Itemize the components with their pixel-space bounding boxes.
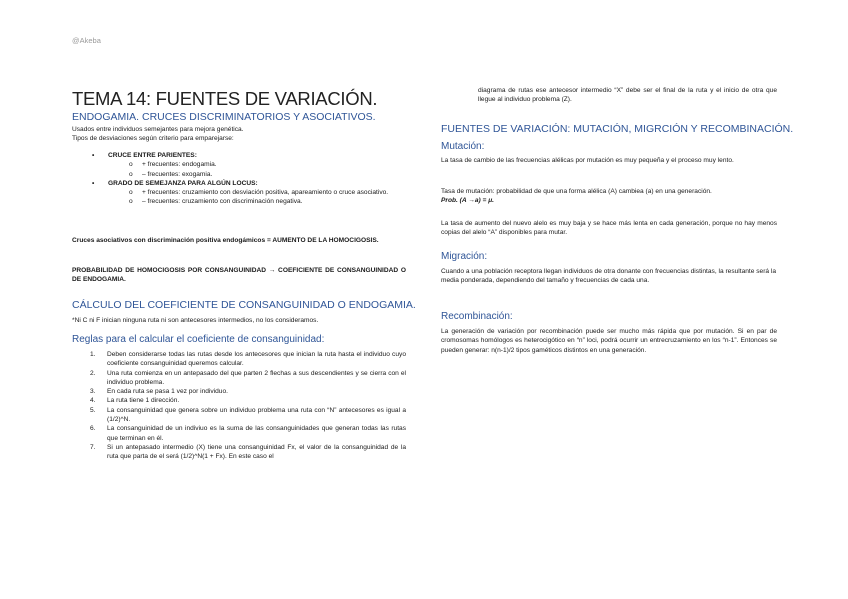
heading-fuentes: FUENTES DE VARIACIÓN: MUTACIÓN, MIGRCIÓN Y RECOMBINACIÓN.	[441, 123, 794, 135]
rules-list	[72, 350, 406, 462]
list-item: 3. En cada ruta se pasa 1 vez por individuo.	[90, 388, 228, 396]
list-item: 4. La ruta tiene 1 dirección.	[90, 397, 180, 405]
paragraph: Tipos de desviaciones según criterio para emparejarse:	[72, 135, 234, 143]
list-item: 7. Si un antepasado intermedio (X) tiene una consanguinidad Fx, el valor de la consanguinidad de la ruta que parta de el será (1/2)^N(1 + Fx). En este caso el	[90, 443, 406, 461]
paragraph-recombinacion: La generación de variación por recombinación puede ser mucho más rápida que por mutación. Si en par de cromosomas homólogos es heterocigótico en “n” loci, podrá ocurrir un entrecruzamiento en los “n-1”. Entonces se pueden generar: n(n-1)/2 tipos gaméticos distintos en una generación.	[441, 328, 777, 354]
paragraph-migracion: Cuando a una población receptora llegan individuos de otra donante con frecuencias distintas, la resultante será la media ponderada, dependiendo del tamaño y frecuencias de cada una.	[441, 268, 777, 285]
heading-calculo: CÁLCULO DEL COEFICIENTE DE CONSANGUINIDAD O ENDOGAMIA.	[72, 299, 416, 311]
list-item: o – frecuentes: exogamia.	[129, 170, 213, 178]
list-item: o – frecuentes: cruzamiento con discriminación negativa.	[129, 198, 303, 206]
deviation-list	[72, 151, 406, 207]
list-item: 5. La consanguinidad que genera sobre un individuo problema una ruta con “N” antecesores es igual a (1/2)^N.	[90, 406, 406, 424]
page-title: TEMA 14: FUENTES DE VARIACIÓN.	[72, 88, 378, 109]
heading-mutacion: Mutación:	[441, 141, 485, 152]
left-intro	[72, 125, 406, 144]
paragraph-mutacion-1: La tasa de cambio de las frecuencias alélicas por mutación es muy pequeña y el proceso muy lento.	[441, 157, 734, 164]
list-item: 6. La consanguinidad de un indiviuo es la suma de las consanguinidades que generan todas las rutas que terminan en él.	[90, 425, 406, 442]
list-item: • CRUCE ENTRE PARIENTES:	[92, 152, 197, 159]
heading-endogamia: ENDOGAMIA. CRUCES DISCRIMINATORIOS Y ASOCIATIVOS.	[72, 111, 376, 123]
rule-continuation: diagrama de rutas ese antecesor intermedio “X” debe ser el final de la ruta y el inicio de otra que llegue al individuo problema (Z).	[478, 87, 777, 104]
paragraph-cruces: Cruces asociativos con discriminación positiva endogámicos = AUMENTO DE LA HOMOCIGOSIS.	[72, 237, 379, 244]
author-watermark: @Akeba	[72, 36, 101, 45]
list-item: o + frecuentes: cruzamiento con desviación positiva, apareamiento o cruce asociativo.	[129, 189, 389, 197]
heading-reglas: Reglas para el calcular el coeficiente de consanguinidad:	[72, 334, 325, 345]
mutation-formula: Prob. (A →a) = μ.	[441, 197, 495, 205]
mutation-rate-text: Tasa de mutación: probabilidad de que una forma alélica (A) cambiea (a) en una generación.	[441, 188, 712, 195]
list-item: 2. Una ruta comienza en un antepasado del que parten 2 flechas a sus descendientes y se cierra con el individuo problema.	[90, 369, 406, 386]
paragraph-probabilidad: PROBABILIDAD DE HOMOCIGOSIS POR CONSANGUINIDAD → COEFICIENTE DE CONSANGUINIDAD O DE ENDOGAMIA.	[72, 267, 406, 284]
heading-migracion: Migración:	[441, 251, 488, 262]
paragraph: Usados entre individuos semejantes para mejora genética.	[72, 126, 244, 133]
paragraph-mutacion-2	[441, 187, 777, 206]
list-item: • GRADO DE SEMEJANZA PARA ALGÚN LOCUS:	[92, 179, 258, 187]
heading-recombinacion: Recombinación:	[441, 311, 513, 322]
list-item: 1. Deben considerarse todas las rutas desde los antecesores que inician la ruta hasta el individuo cuyo coeficiente consanguinidad queremos calcular.	[90, 351, 406, 368]
list-item: o + frecuentes: endogamia.	[129, 161, 217, 169]
note-paragraph: *Ni C ni F inician ninguna ruta ni son antecesores intermedios, no los consideramos.	[72, 317, 319, 324]
paragraph-mutacion-3: La tasa de aumento del nuevo alelo es muy baja y se hace más lenta en cada generación, porque no hay menos copias del alelo “A” disponibles para mutar.	[441, 220, 777, 237]
